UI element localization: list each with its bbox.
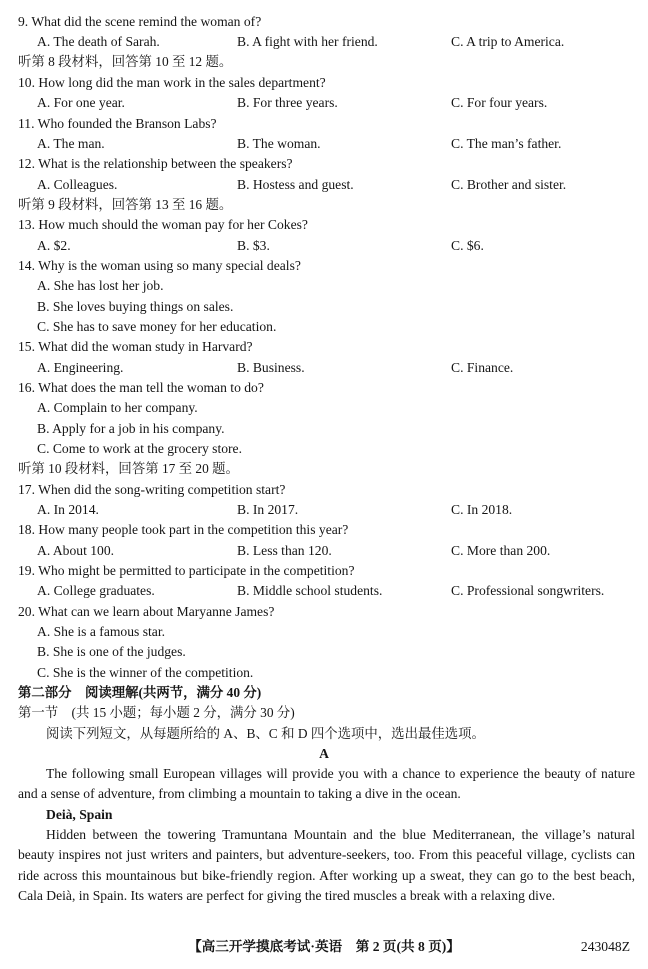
question-11-option-a: A. The man. — [37, 136, 105, 151]
question-17-option-a: A. In 2014. — [37, 502, 99, 517]
question-14-stem: 14. Why is the woman using so many special deals? — [18, 258, 301, 273]
question-12-stem: 12. What is the relationship between the speakers? — [18, 156, 293, 171]
question-14-option-a: A. She has lost her job. — [37, 278, 164, 293]
question-13-stem: 13. How much should the woman pay for her Cokes? — [18, 217, 308, 232]
question-16-option-b: B. Apply for a job in his company. — [37, 421, 225, 436]
village-heading: Deià, Spain — [46, 807, 113, 822]
question-10-option-c: C. For four years. — [451, 95, 548, 110]
question-20-option-c: C. She is the winner of the competition. — [37, 665, 254, 680]
question-9-option-b: B. A fight with her friend. — [237, 34, 378, 49]
question-10-option-b: B. For three years. — [237, 95, 338, 110]
question-10-stem: 10. How long did the man work in the sales department? — [18, 75, 326, 90]
question-11-option-c: C. The man’s father. — [451, 136, 562, 151]
question-15-option-a: A. Engineering. — [37, 360, 124, 375]
part-2-title: 第二部分 阅读理解(共两节，满分 40 分) — [18, 685, 262, 700]
question-15-option-c: C. Finance. — [451, 360, 514, 375]
question-14-option-b: B. She loves buying things on sales. — [37, 299, 234, 314]
question-18-option-b: B. Less than 120. — [237, 543, 332, 558]
question-19-option-a: A. College graduates. — [37, 583, 155, 598]
footer-code: 243048Z — [580, 939, 630, 954]
section-10-instruction: 听第 10 段材料，回答第 17 至 20 题。 — [18, 461, 239, 476]
question-14-option-c: C. She has to save money for her education. — [37, 319, 277, 334]
question-12-option-a: A. Colleagues. — [37, 177, 118, 192]
question-19-stem: 19. Who might be permitted to participate in the competition? — [18, 563, 355, 578]
question-17-option-b: B. In 2017. — [237, 502, 299, 517]
passage-intro: The following small European villages will provide you with a chance to experience the beauty of nature and a sense of adventure, from climbing a mountain to taking a dive in the ocean. — [18, 766, 635, 802]
question-15-option-b: B. Business. — [237, 360, 305, 375]
question-11-stem: 11. Who founded the Branson Labs? — [18, 116, 217, 131]
question-20-stem: 20. What can we learn about Maryanne James? — [18, 604, 275, 619]
section-8-instruction: 听第 8 段材料，回答第 10 至 12 题。 — [18, 54, 233, 69]
part-2-section-1-title: 第一节 (共 15 小题；每小题 2 分，满分 30 分) — [18, 705, 295, 720]
question-9-option-a: A. The death of Sarah. — [37, 34, 160, 49]
question-10-option-a: A. For one year. — [37, 95, 125, 110]
part-2-instruction: 阅读下列短文，从每题所给的 A、B、C 和 D 四个选项中，选出最佳选项。 — [46, 726, 485, 741]
question-19-option-b: B. Middle school students. — [237, 583, 383, 598]
question-12-option-c: C. Brother and sister. — [451, 177, 567, 192]
question-9-option-c: C. A trip to America. — [451, 34, 565, 49]
question-13-option-b: B. $3. — [237, 238, 270, 253]
question-9-stem: 9. What did the scene remind the woman of? — [18, 14, 262, 29]
question-20-option-b: B. She is one of the judges. — [37, 644, 186, 659]
footer-title: 【高三开学摸底考试·英语 第 2 页(共 8 页)】 — [188, 939, 460, 954]
question-20-option-a: A. She is a famous star. — [37, 624, 165, 639]
question-13-option-c: C. $6. — [451, 238, 484, 253]
question-18-option-a: A. About 100. — [37, 543, 115, 558]
question-18-stem: 18. How many people took part in the competition this year? — [18, 522, 349, 537]
question-18-option-c: C. More than 200. — [451, 543, 551, 558]
question-16-stem: 16. What does the man tell the woman to do? — [18, 380, 264, 395]
question-12-option-b: B. Hostess and guest. — [237, 177, 354, 192]
question-17-option-c: C. In 2018. — [451, 502, 513, 517]
question-16-option-a: A. Complain to her company. — [37, 400, 198, 415]
village-text: Hidden between the towering Tramuntana Mountain and the blue Mediterranean, the village’s natural beauty inspires not just writers and painters, but adventure-seekers, too. From this peaceful village, cyclists can ride across this mountainous but bike-friendly region. After working up a sweat, they can go to the best beach, Cala Deià, in Spain. Its waters are perfect for giving the tired muscles a break with a relaxing dive. — [18, 827, 635, 904]
passage-label: A — [319, 746, 329, 761]
section-9-instruction: 听第 9 段材料，回答第 13 至 16 题。 — [18, 197, 233, 212]
question-11-option-b: B. The woman. — [237, 136, 321, 151]
question-16-option-c: C. Come to work at the grocery store. — [37, 441, 242, 456]
question-13-option-a: A. $2. — [37, 238, 71, 253]
question-15-stem: 15. What did the woman study in Harvard? — [18, 339, 253, 354]
question-17-stem: 17. When did the song-writing competition start? — [18, 482, 286, 497]
question-19-option-c: C. Professional songwriters. — [451, 583, 605, 598]
